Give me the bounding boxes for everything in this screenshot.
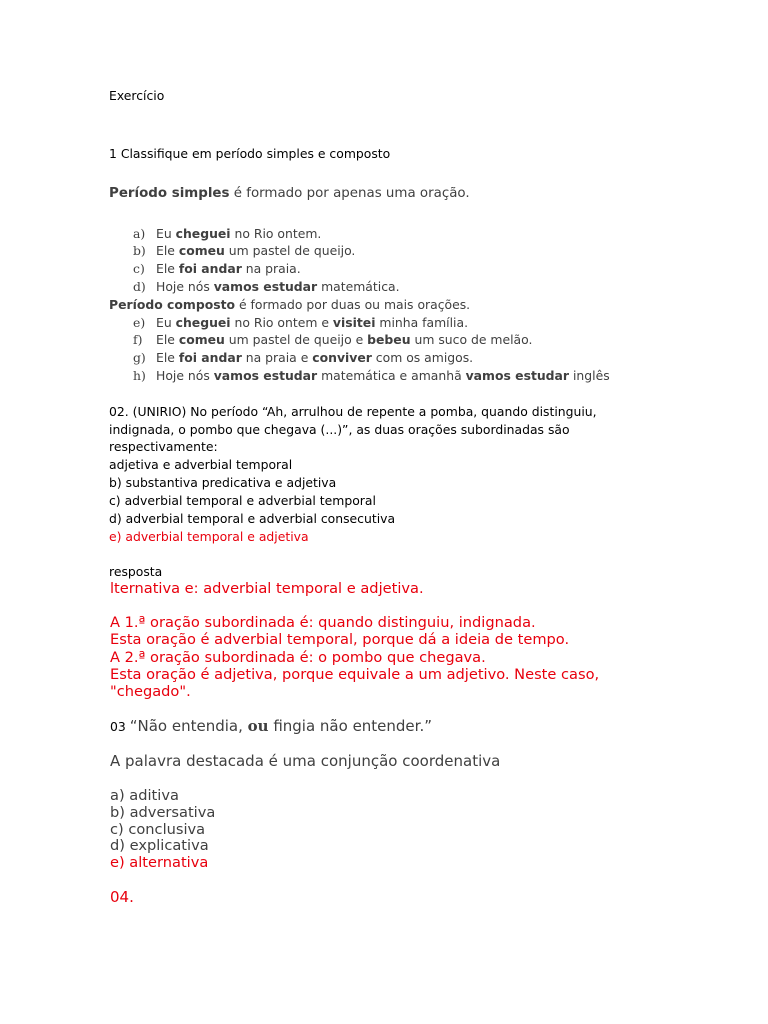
list-item: h) Hoje nós vamos estudar matemática e amanhã vamos estudar inglês [133, 368, 610, 383]
q2-answer: lternativa e: adverbial temporal e adjetiva. [110, 580, 424, 597]
q4-number: 04. [110, 888, 134, 906]
q2-text-line: indignada, o pombo que chegava (...)”, as duas orações subordinadas são [109, 422, 570, 437]
q3-option: d) explicativa [110, 837, 209, 854]
simples-def-text: é formado por apenas uma oração. [229, 186, 470, 201]
explanation-line: A 1.ª oração subordinada é: quando distinguiu, indignada. [110, 614, 536, 631]
list-item: f) Ele comeu um pastel de queijo e bebeu um suco de melão. [133, 332, 533, 347]
q3-option: c) conclusiva [110, 821, 206, 838]
composto-definition [109, 297, 470, 312]
q1-prompt: 1 Classifique em período simples e composto [109, 146, 391, 161]
q2-correct-option: e) adverbial temporal e adjetiva [109, 529, 309, 544]
list-item: c) Ele foi andar na praia. [133, 261, 301, 276]
list-item: b) Ele comeu um pastel de queijo. [133, 243, 356, 258]
q2-option: adjetiva e adverbial temporal [109, 457, 293, 472]
list-item: e) Eu cheguei no Rio ontem e visitei minha família. [133, 315, 469, 330]
simples-term: Período simples [109, 186, 230, 201]
q3-quote: 03 “Não entendia, ou fingia não entender.” [110, 717, 432, 735]
q2-option: b) substantiva predicativa e adjetiva [109, 475, 337, 490]
explanation-line: Esta oração é adjetiva, porque equivale a um adjetivo. Neste caso, [110, 666, 600, 683]
q3-number: 03 [110, 719, 130, 734]
page-title: Exercício [109, 88, 165, 103]
q2-option: d) adverbial temporal e adverbial consecutiva [109, 511, 396, 526]
q2-option: c) adverbial temporal e adverbial temporal [109, 493, 376, 508]
q3-correct-option: e) alternativa [110, 854, 209, 871]
composto-def-text: é formado por duas ou mais orações. [235, 297, 471, 312]
q2-text-line: 02. (UNIRIO) No período “Ah, arrulhou de repente a pomba, quando distinguiu, [109, 404, 597, 419]
q3-question: A palavra destacada é uma conjunção coordenativa [110, 752, 501, 770]
list-item: a) Eu cheguei no Rio ontem. [133, 226, 322, 241]
resposta-label: resposta [109, 564, 163, 579]
list-item: g) Ele foi andar na praia e conviver com os amigos. [133, 350, 474, 365]
simples-definition [109, 186, 470, 201]
q2-text-line: respectivamente: [109, 439, 218, 454]
explanation-line: "chegado". [110, 683, 191, 700]
explanation-line: A 2.ª oração subordinada é: o pombo que chegava. [110, 649, 486, 666]
q3-option: a) aditiva [110, 787, 179, 804]
list-item: d) Hoje nós vamos estudar matemática. [133, 279, 400, 294]
highlighted-word: ou [247, 717, 269, 735]
composto-term: Período composto [109, 297, 236, 312]
explanation-line: Esta oração é adverbial temporal, porque dá a ideia de tempo. [110, 631, 570, 648]
q3-option: b) adversativa [110, 804, 216, 821]
